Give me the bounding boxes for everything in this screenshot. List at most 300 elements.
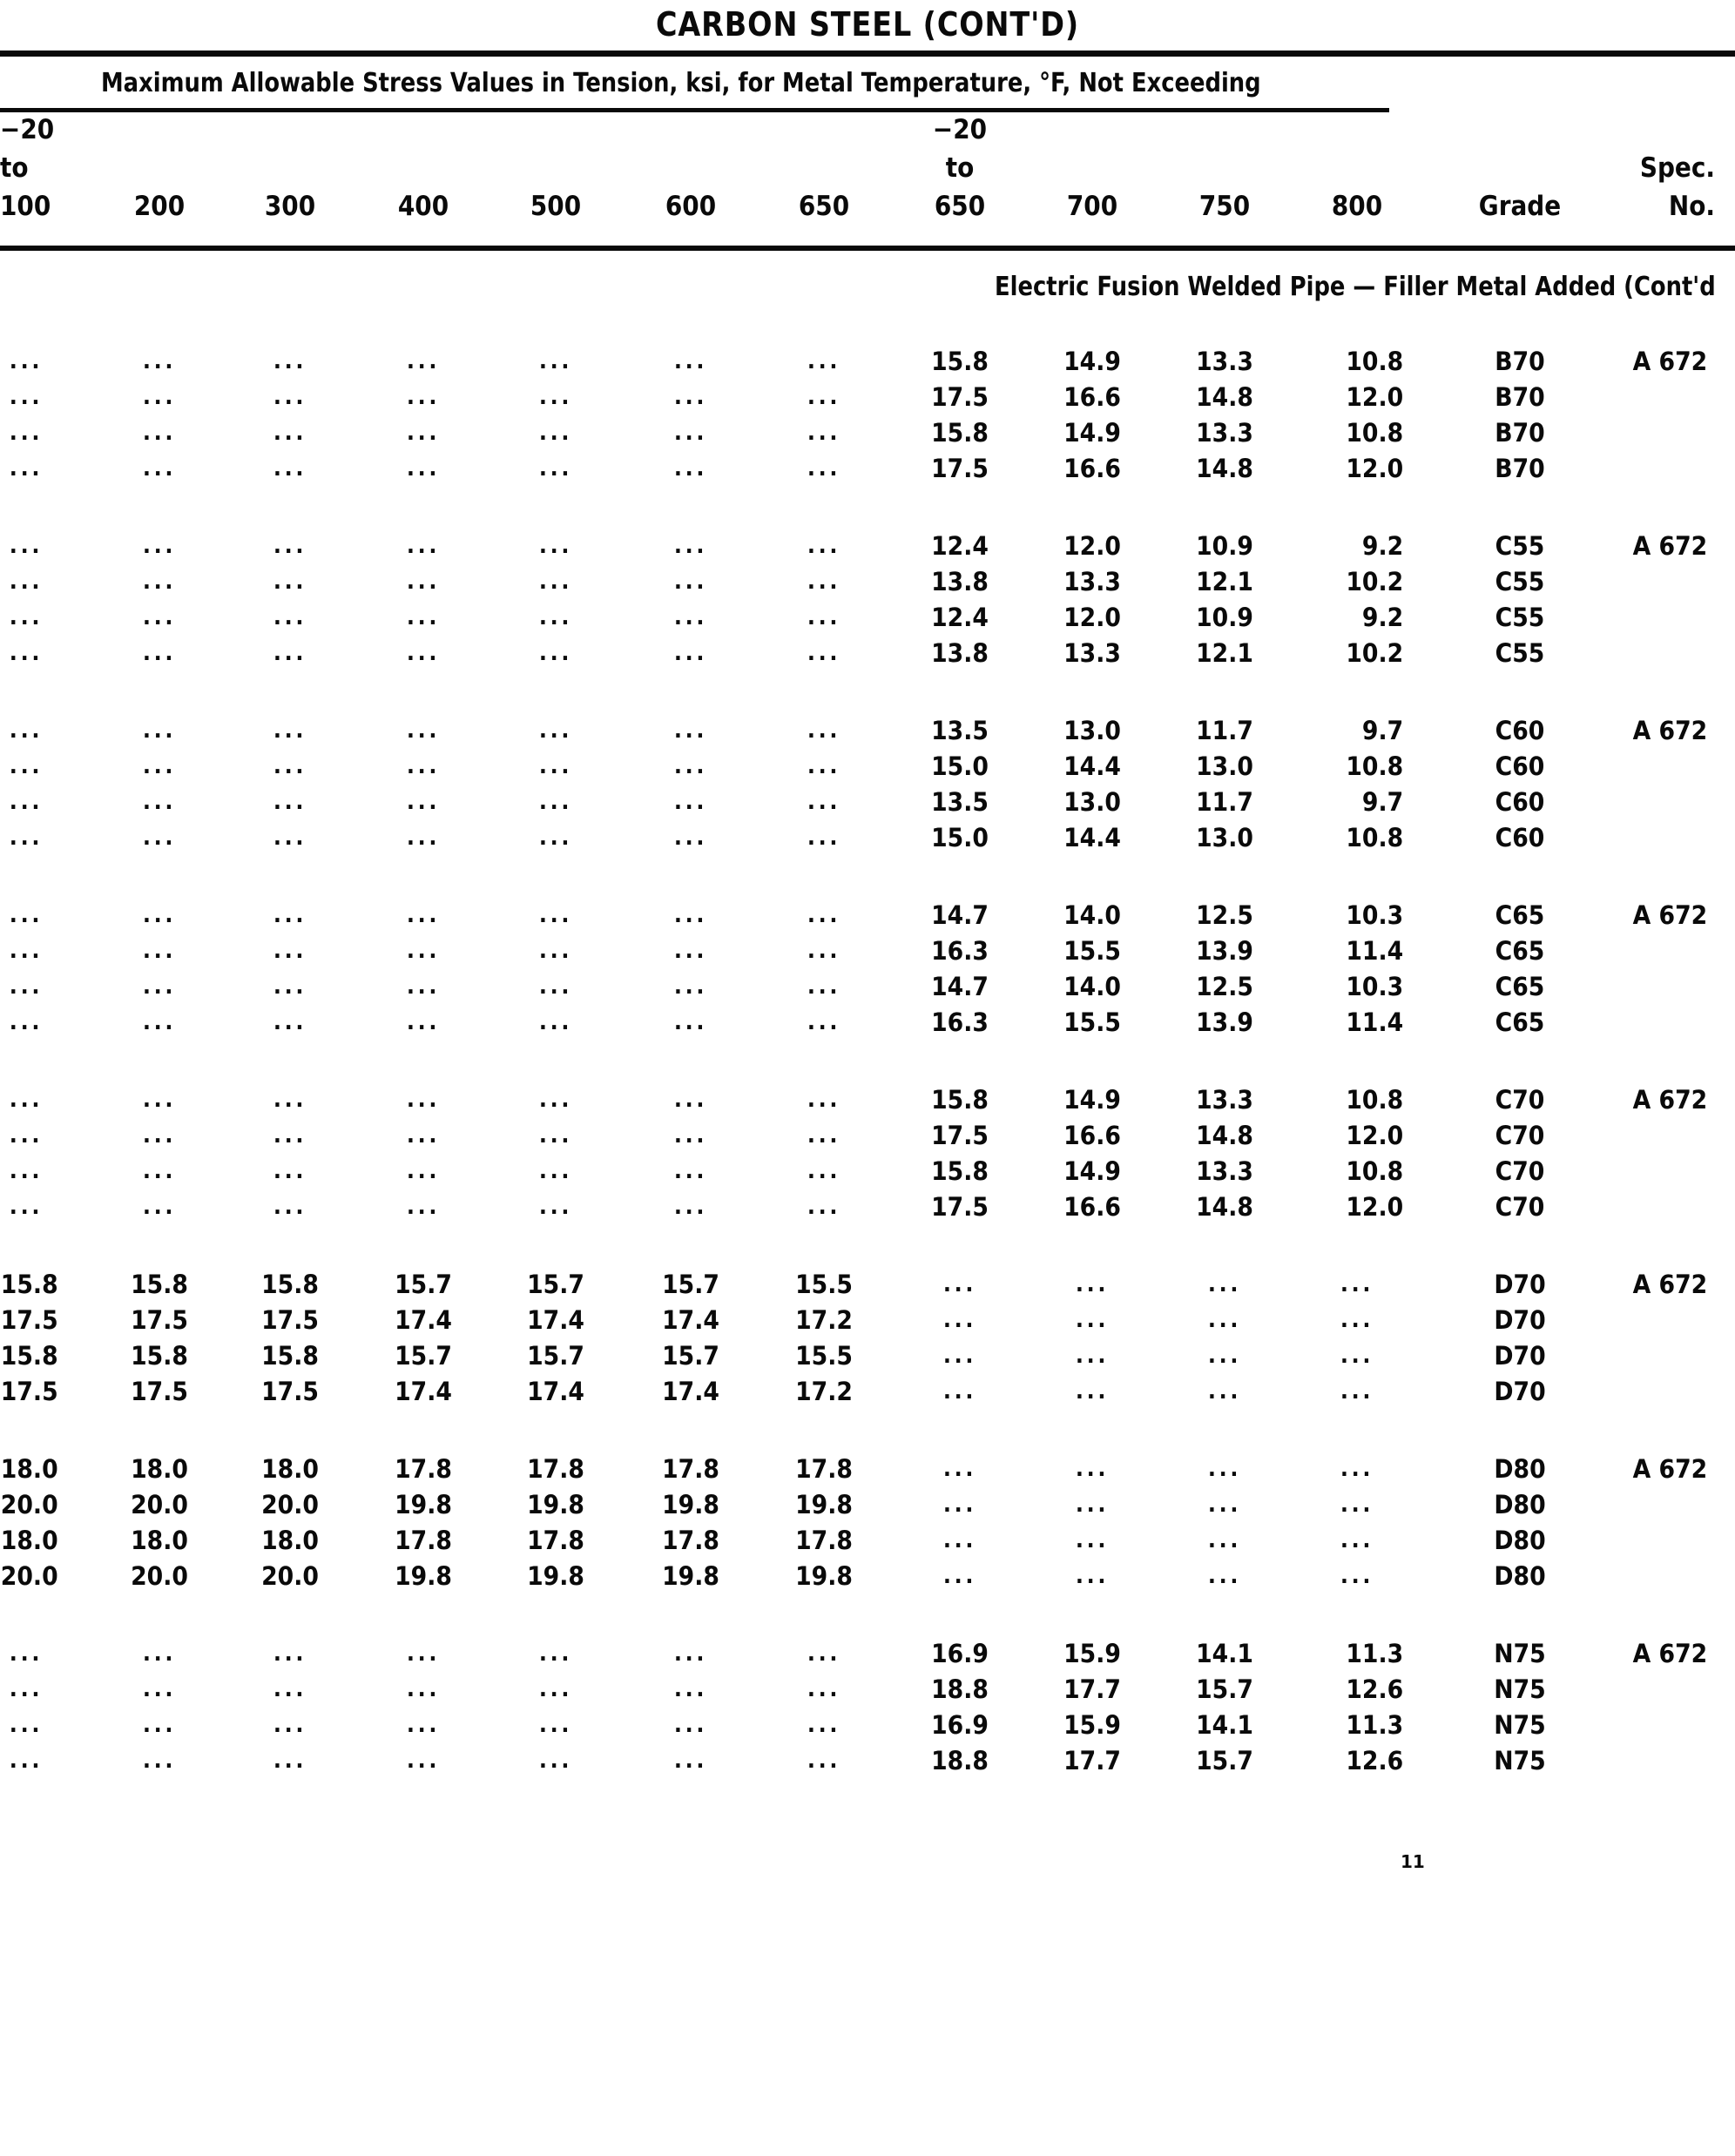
stress-value-cell: 15.8 (261, 1270, 319, 1299)
stress-value-cell: ... (538, 1676, 573, 1702)
grade-cell: C55 (1495, 603, 1545, 632)
grade-cell: C65 (1495, 936, 1545, 966)
stress-value-cell: ... (807, 1748, 841, 1774)
column-header-t100-line-2: 100 (0, 191, 51, 222)
spec-number-cell: A 672 (1632, 1639, 1708, 1668)
stress-value-cell: ... (673, 604, 708, 630)
stress-value-cell: 10.2 (1346, 638, 1404, 668)
stress-value-cell: 15.8 (931, 1085, 989, 1115)
stress-value-cell: ... (406, 455, 441, 482)
stress-value-cell: ... (142, 718, 177, 744)
stress-value-cell: ... (538, 455, 573, 482)
stress-value-cell: 14.4 (1063, 751, 1121, 781)
stress-value-cell: ... (9, 753, 44, 779)
stress-value-cell: 13.0 (1196, 751, 1253, 781)
stress-value-cell: ... (273, 604, 307, 630)
stress-value-cell: ... (273, 420, 307, 446)
stress-value-cell: 12.4 (931, 603, 989, 632)
grade-cell: B70 (1495, 454, 1545, 483)
stress-value-cell: 18.0 (0, 1526, 58, 1555)
stress-value-cell: ... (406, 718, 441, 744)
stress-subheading: Maximum Allowable Stress Values in Tension, ksi, for Metal Temperature, °F, Not Exceeding (101, 68, 1261, 98)
stress-value-cell: 15.8 (261, 1341, 319, 1371)
stress-value-cell: 18.0 (0, 1454, 58, 1484)
stress-value-cell: 15.5 (795, 1341, 853, 1371)
stress-value-cell: ... (538, 1087, 573, 1113)
stress-value-cell: ... (273, 753, 307, 779)
stress-value-cell: 17.2 (795, 1377, 853, 1406)
stress-value-cell: 10.8 (1346, 751, 1404, 781)
stress-value-cell: 15.7 (395, 1270, 452, 1299)
stress-value-cell: ... (142, 640, 177, 666)
stress-value-cell: 20.0 (0, 1490, 58, 1519)
spec-number-cell: A 672 (1632, 900, 1708, 930)
stress-value-cell: 15.8 (0, 1341, 58, 1371)
column-header-t500-line-2: 500 (530, 191, 582, 222)
stress-value-cell: 10.3 (1346, 972, 1404, 1001)
grade-cell: C65 (1495, 1007, 1545, 1037)
stress-value-cell: 17.8 (395, 1454, 452, 1484)
stress-value-cell: ... (673, 1194, 708, 1220)
grade-cell: N75 (1494, 1746, 1546, 1775)
stress-value-cell: 13.3 (1196, 1156, 1253, 1186)
spec-number-cell: A 672 (1632, 1454, 1708, 1484)
grade-cell: N75 (1494, 1674, 1546, 1704)
stress-value-cell: ... (9, 1712, 44, 1738)
column-header-grade-line-2: Grade (1478, 191, 1562, 222)
stress-value-cell: ... (142, 384, 177, 410)
stress-value-cell: 16.6 (1063, 382, 1121, 412)
stress-value-cell: 14.8 (1196, 1192, 1253, 1222)
page-title: CARBON STEEL (CONT'D) (655, 5, 1080, 44)
column-header-t300-line-2: 300 (264, 191, 316, 222)
stress-value-cell: ... (673, 569, 708, 595)
grade-cell: D80 (1494, 1454, 1546, 1484)
stress-value-cell: ... (9, 1009, 44, 1035)
stress-value-cell: ... (673, 455, 708, 482)
stress-value-cell: ... (942, 1563, 977, 1589)
stress-value-cell: 15.7 (527, 1270, 584, 1299)
stress-value-cell: ... (807, 902, 841, 928)
stress-value-cell: ... (9, 902, 44, 928)
stress-value-cell: ... (1075, 1563, 1110, 1589)
stress-value-cell: ... (406, 825, 441, 851)
stress-value-cell: 17.5 (931, 1192, 989, 1222)
stress-value-cell: ... (142, 974, 177, 1000)
stress-value-cell: ... (142, 1009, 177, 1035)
stress-value-cell: ... (142, 1676, 177, 1702)
spec-number-cell: A 672 (1632, 531, 1708, 561)
grade-cell: D80 (1494, 1561, 1546, 1591)
stress-value-cell: ... (9, 1194, 44, 1220)
stress-value-cell: ... (538, 753, 573, 779)
stress-value-cell: 13.5 (931, 716, 989, 745)
stress-value-cell: 18.0 (131, 1454, 188, 1484)
stress-value-cell: ... (673, 1158, 708, 1184)
stress-value-cell: ... (807, 533, 841, 559)
stress-value-cell: ... (807, 420, 841, 446)
stress-value-cell: ... (273, 348, 307, 374)
stress-value-cell: ... (807, 753, 841, 779)
stress-value-cell: 17.8 (527, 1526, 584, 1555)
stress-value-cell: ... (807, 974, 841, 1000)
stress-value-cell: ... (406, 1676, 441, 1702)
stress-value-cell: 12.0 (1346, 1192, 1404, 1222)
stress-value-cell: ... (1075, 1456, 1110, 1482)
grade-cell: C70 (1495, 1085, 1545, 1115)
stress-value-cell: ... (9, 569, 44, 595)
stress-value-cell: 16.6 (1063, 1121, 1121, 1150)
stress-value-cell: ... (9, 974, 44, 1000)
stress-value-cell: ... (942, 1456, 977, 1482)
stress-value-cell: ... (406, 789, 441, 815)
stress-value-cell: ... (142, 455, 177, 482)
stress-value-cell: ... (273, 902, 307, 928)
stress-value-cell: 9.2 (1361, 531, 1404, 561)
stress-value-cell: 9.7 (1361, 787, 1404, 817)
stress-value-cell: ... (273, 1194, 307, 1220)
stress-value-cell: ... (142, 1087, 177, 1113)
stress-value-cell: 17.5 (931, 454, 989, 483)
stress-value-cell: ... (807, 825, 841, 851)
grade-cell: C70 (1495, 1156, 1545, 1186)
stress-value-cell: 19.8 (395, 1490, 452, 1519)
stress-value-cell: ... (273, 1158, 307, 1184)
grade-cell: D70 (1494, 1305, 1546, 1335)
stress-value-cell: ... (9, 1641, 44, 1667)
stress-value-cell: ... (142, 1194, 177, 1220)
grade-cell: C55 (1495, 531, 1545, 561)
stress-value-cell: 20.0 (131, 1490, 188, 1519)
stress-value-cell: ... (142, 938, 177, 964)
stress-value-cell: 17.7 (1063, 1674, 1121, 1704)
subheading-rule (0, 108, 1389, 112)
stress-value-cell: 15.5 (1063, 936, 1121, 966)
stress-value-cell: 20.0 (131, 1561, 188, 1591)
stress-value-cell: ... (942, 1271, 977, 1297)
stress-value-cell: ... (538, 1158, 573, 1184)
grade-cell: C60 (1495, 716, 1545, 745)
stress-value-cell: ... (807, 938, 841, 964)
stress-value-cell: ... (1340, 1456, 1374, 1482)
section-caption: Electric Fusion Welded Pipe — Filler Metal Added (Cont'd (995, 272, 1716, 302)
stress-value-cell: ... (1207, 1271, 1242, 1297)
grade-cell: C70 (1495, 1192, 1545, 1222)
stress-value-cell: ... (942, 1378, 977, 1405)
stress-value-cell: ... (673, 1712, 708, 1738)
column-header-spec-line-1: Spec. (1639, 152, 1715, 184)
stress-value-cell: 16.3 (931, 1007, 989, 1037)
stress-value-cell: 17.8 (662, 1526, 719, 1555)
stress-value-cell: ... (1207, 1563, 1242, 1589)
stress-value-cell: ... (406, 1641, 441, 1667)
stress-value-cell: ... (142, 1712, 177, 1738)
stress-value-cell: 14.9 (1063, 418, 1121, 448)
stress-value-cell: 14.8 (1196, 382, 1253, 412)
stress-value-cell: 13.3 (1063, 567, 1121, 596)
stress-value-cell: 13.8 (931, 638, 989, 668)
stress-value-cell: 13.3 (1196, 347, 1253, 376)
stress-value-cell: ... (273, 640, 307, 666)
stress-value-cell: 18.8 (931, 1746, 989, 1775)
stress-value-cell: ... (673, 1009, 708, 1035)
stress-value-cell: 9.2 (1361, 603, 1404, 632)
stress-value-cell: ... (807, 640, 841, 666)
stress-value-cell: ... (9, 348, 44, 374)
stress-value-cell: ... (273, 974, 307, 1000)
stress-value-cell: ... (1340, 1378, 1374, 1405)
stress-value-cell: ... (273, 938, 307, 964)
stress-value-cell: 20.0 (0, 1561, 58, 1591)
stress-value-cell: ... (406, 420, 441, 446)
stress-value-cell: ... (538, 1748, 573, 1774)
grade-cell: D80 (1494, 1490, 1546, 1519)
stress-value-cell: ... (538, 938, 573, 964)
stress-value-cell: ... (406, 1748, 441, 1774)
stress-value-cell: ... (273, 1712, 307, 1738)
stress-value-cell: 16.9 (931, 1710, 989, 1740)
stress-value-cell: ... (142, 825, 177, 851)
stress-value-cell: ... (673, 1087, 708, 1113)
stress-value-cell: 15.9 (1063, 1639, 1121, 1668)
column-header-t650b-line-0: −20 (932, 114, 988, 145)
stress-value-cell: 13.3 (1196, 418, 1253, 448)
stress-value-cell: 12.0 (1063, 531, 1121, 561)
stress-value-cell: ... (807, 1712, 841, 1738)
stress-value-cell: ... (538, 1641, 573, 1667)
stress-value-cell: 15.8 (931, 418, 989, 448)
stress-value-cell: 15.7 (662, 1341, 719, 1371)
stress-value-cell: 15.7 (395, 1341, 452, 1371)
stress-value-cell: ... (538, 902, 573, 928)
stress-value-cell: ... (807, 1641, 841, 1667)
stress-value-cell: ... (538, 1122, 573, 1149)
stress-value-cell: ... (142, 1158, 177, 1184)
grade-cell: D70 (1494, 1270, 1546, 1299)
stress-value-cell: ... (538, 789, 573, 815)
stress-value-cell: 15.8 (0, 1270, 58, 1299)
stress-value-cell: 15.7 (527, 1341, 584, 1371)
stress-value-cell: 14.7 (931, 972, 989, 1001)
stress-value-cell: ... (538, 718, 573, 744)
stress-value-cell: ... (538, 533, 573, 559)
stress-value-cell: ... (406, 1712, 441, 1738)
stress-value-cell: ... (406, 902, 441, 928)
stress-value-cell: ... (673, 789, 708, 815)
stress-value-cell: 14.8 (1196, 454, 1253, 483)
column-header-t750-line-2: 750 (1198, 191, 1251, 222)
stress-value-cell: 14.0 (1063, 972, 1121, 1001)
stress-value-cell: ... (142, 753, 177, 779)
stress-value-cell: ... (1340, 1492, 1374, 1518)
stress-value-cell: ... (9, 640, 44, 666)
grade-cell: B70 (1495, 382, 1545, 412)
stress-value-cell: ... (9, 1676, 44, 1702)
stress-value-cell: ... (406, 938, 441, 964)
stress-value-cell: ... (807, 604, 841, 630)
stress-value-cell: 10.8 (1346, 1156, 1404, 1186)
column-header-t650b-line-2: 650 (934, 191, 986, 222)
stress-value-cell: 14.7 (931, 900, 989, 930)
stress-value-cell: ... (1207, 1307, 1242, 1333)
stress-value-cell: 15.7 (662, 1270, 719, 1299)
stress-value-cell: 20.0 (261, 1490, 319, 1519)
stress-value-cell: 12.6 (1346, 1746, 1404, 1775)
stress-value-cell: 16.6 (1063, 454, 1121, 483)
stress-value-cell: 15.8 (931, 1156, 989, 1186)
stress-value-cell: ... (273, 455, 307, 482)
stress-value-cell: ... (273, 718, 307, 744)
stress-value-cell: ... (538, 825, 573, 851)
column-header-spec-line-2: No. (1668, 191, 1715, 222)
stress-value-cell: 11.3 (1346, 1639, 1404, 1668)
stress-value-cell: ... (406, 974, 441, 1000)
stress-value-cell: 14.9 (1063, 1156, 1121, 1186)
stress-value-cell: 18.0 (131, 1526, 188, 1555)
stress-value-cell: ... (142, 1641, 177, 1667)
grade-cell: C70 (1495, 1121, 1545, 1150)
stress-value-cell: ... (673, 640, 708, 666)
stress-value-cell: ... (406, 753, 441, 779)
stress-value-cell: ... (9, 533, 44, 559)
stress-value-cell: ... (673, 753, 708, 779)
grade-cell: N75 (1494, 1710, 1546, 1740)
stress-value-cell: 15.8 (131, 1341, 188, 1371)
grade-cell: C60 (1495, 751, 1545, 781)
stress-value-cell: ... (406, 1158, 441, 1184)
stress-value-cell: ... (807, 1122, 841, 1149)
stress-value-cell: ... (1340, 1271, 1374, 1297)
stress-value-cell: ... (807, 455, 841, 482)
column-header-t650b-line-1: to (945, 152, 975, 184)
column-header-t600-line-2: 600 (665, 191, 717, 222)
stress-value-cell: 17.4 (527, 1305, 584, 1335)
stress-value-cell: ... (807, 718, 841, 744)
page-number: 11 (1401, 1851, 1425, 1872)
stress-value-cell: ... (673, 420, 708, 446)
stress-value-cell: 11.7 (1196, 787, 1253, 817)
column-header-t100-line-1: to (0, 152, 29, 184)
stress-value-cell: 14.9 (1063, 1085, 1121, 1115)
stress-value-cell: 10.8 (1346, 347, 1404, 376)
stress-value-cell: ... (942, 1343, 977, 1369)
stress-value-cell: 19.8 (795, 1561, 853, 1591)
column-header-t200-line-2: 200 (133, 191, 186, 222)
stress-value-cell: 17.4 (662, 1305, 719, 1335)
stress-value-cell: 17.8 (527, 1454, 584, 1484)
stress-value-cell: 15.5 (795, 1270, 853, 1299)
stress-value-cell: 14.1 (1196, 1710, 1253, 1740)
stress-value-cell: ... (406, 533, 441, 559)
stress-value-cell: 10.9 (1196, 531, 1253, 561)
stress-value-cell: 19.8 (527, 1561, 584, 1591)
stress-value-cell: ... (9, 1748, 44, 1774)
stress-value-cell: 17.4 (662, 1377, 719, 1406)
stress-value-cell: ... (9, 718, 44, 744)
stress-value-cell: 12.0 (1346, 1121, 1404, 1150)
stress-value-cell: 15.7 (1196, 1746, 1253, 1775)
stress-value-cell: ... (9, 789, 44, 815)
grade-cell: C60 (1495, 787, 1545, 817)
spec-number-cell: A 672 (1632, 716, 1708, 745)
stress-value-cell: 17.5 (131, 1305, 188, 1335)
column-header-t400-line-2: 400 (397, 191, 449, 222)
stress-value-cell: 12.0 (1063, 603, 1121, 632)
stress-value-cell: 17.5 (0, 1305, 58, 1335)
stress-value-cell: ... (142, 789, 177, 815)
stress-value-cell: ... (9, 1122, 44, 1149)
stress-value-cell: 19.8 (795, 1490, 853, 1519)
stress-value-cell: ... (9, 384, 44, 410)
stress-value-cell: ... (673, 974, 708, 1000)
stress-value-cell: ... (673, 348, 708, 374)
stress-value-cell: ... (1340, 1343, 1374, 1369)
stress-value-cell: ... (406, 1122, 441, 1149)
grade-cell: C55 (1495, 567, 1545, 596)
stress-value-cell: 17.5 (131, 1377, 188, 1406)
column-header-t700-line-2: 700 (1066, 191, 1118, 222)
stress-value-cell: ... (9, 455, 44, 482)
stress-value-cell: 15.7 (1196, 1674, 1253, 1704)
stress-value-cell: ... (673, 1748, 708, 1774)
stress-value-cell: 13.9 (1196, 936, 1253, 966)
stress-value-cell: ... (406, 1194, 441, 1220)
stress-value-cell: ... (9, 420, 44, 446)
stress-value-cell: ... (142, 420, 177, 446)
stress-value-cell: 10.8 (1346, 1085, 1404, 1115)
stress-value-cell: 13.3 (1063, 638, 1121, 668)
stress-value-cell: ... (1075, 1307, 1110, 1333)
stress-value-cell: 12.1 (1196, 638, 1253, 668)
stress-value-cell: ... (538, 348, 573, 374)
stress-value-cell: ... (942, 1307, 977, 1333)
stress-value-cell: ... (538, 420, 573, 446)
stress-value-cell: ... (273, 569, 307, 595)
stress-value-cell: ... (273, 789, 307, 815)
stress-value-cell: ... (1075, 1343, 1110, 1369)
stress-value-cell: 15.9 (1063, 1710, 1121, 1740)
stress-value-cell: ... (406, 1009, 441, 1035)
stress-value-cell: ... (406, 348, 441, 374)
stress-value-cell: ... (273, 1087, 307, 1113)
stress-value-cell: ... (1340, 1307, 1374, 1333)
stress-value-cell: 16.3 (931, 936, 989, 966)
stress-value-cell: 16.9 (931, 1639, 989, 1668)
stress-value-cell: 19.8 (527, 1490, 584, 1519)
stress-value-cell: ... (538, 384, 573, 410)
stress-value-cell: ... (807, 1676, 841, 1702)
stress-value-cell: 16.6 (1063, 1192, 1121, 1222)
stress-value-cell: ... (406, 1087, 441, 1113)
stress-value-cell: ... (406, 384, 441, 410)
stress-value-cell: ... (538, 1194, 573, 1220)
stress-value-cell: 17.7 (1063, 1746, 1121, 1775)
stress-value-cell: ... (406, 604, 441, 630)
stress-value-cell: ... (273, 1676, 307, 1702)
stress-value-cell: ... (1207, 1492, 1242, 1518)
stress-value-cell: 17.8 (795, 1526, 853, 1555)
grade-cell: D70 (1494, 1341, 1546, 1371)
stress-value-cell: ... (673, 384, 708, 410)
stress-value-cell: ... (273, 825, 307, 851)
header-rule (0, 246, 1735, 251)
grade-cell: B70 (1495, 418, 1545, 448)
stress-value-cell: 18.0 (261, 1526, 319, 1555)
stress-value-cell: ... (538, 974, 573, 1000)
stress-value-cell: ... (9, 1087, 44, 1113)
stress-value-cell: 10.2 (1346, 567, 1404, 596)
stress-value-cell: 13.3 (1196, 1085, 1253, 1115)
